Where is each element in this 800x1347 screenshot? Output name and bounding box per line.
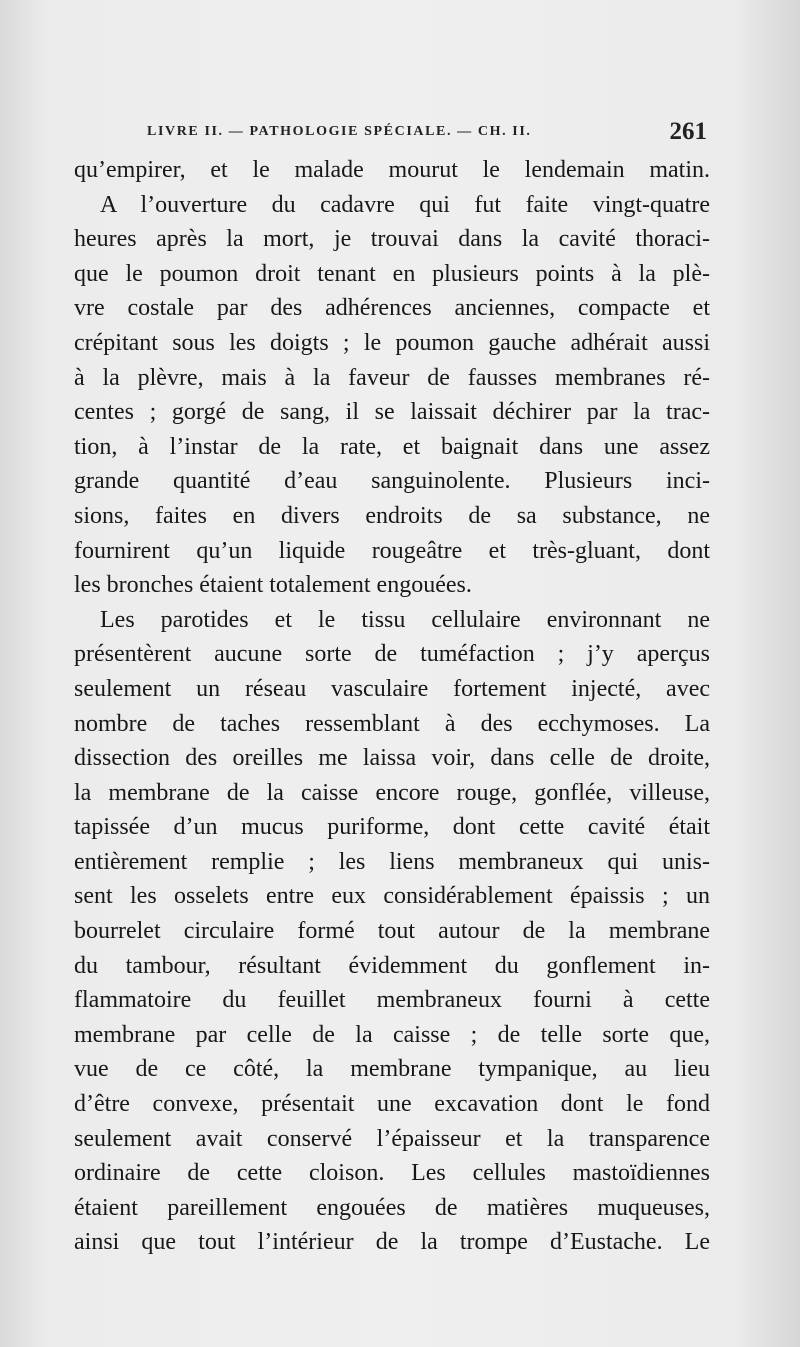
text-line: vre costale par des adhérences anciennes, compacte et <box>74 295 710 322</box>
text-line: crépitant sous les doigts ; le poumon gauche adhérait aussi <box>74 329 710 356</box>
text-line: sent les osselets entre eux considérablement épaissis ; un <box>74 883 710 910</box>
text-line: du tambour, résultant évidemment du gonflement in- <box>74 952 710 979</box>
text-line: nombre de taches ressemblant à des ecchymoses. La <box>74 710 710 737</box>
text-line: présentèrent aucune sorte de tuméfaction ; j’y aperçus <box>74 641 710 668</box>
text-line: les bronches étaient totalement engouées. <box>74 572 472 599</box>
text-line: flammatoire du feuillet membraneux fourni à cette <box>74 987 710 1014</box>
text-line: ainsi que tout l’intérieur de la trompe d’Eustache. Le <box>74 1229 710 1256</box>
text-line: ordinaire de cette cloison. Les cellules mastoïdiennes <box>74 1160 710 1187</box>
text-line: grande quantité d’eau sanguinolente. Plusieurs inci- <box>74 468 710 495</box>
text-line: bourrelet circulaire formé tout autour de la membrane <box>74 918 710 945</box>
page-number: 261 <box>669 118 707 145</box>
text-line: d’être convexe, présentait une excavation dont le fond <box>74 1091 710 1118</box>
text-line: entièrement remplie ; les liens membraneux qui unis- <box>74 848 710 875</box>
running-head: LIVRE II. — PATHOLOGIE SPÉCIALE. — CH. II. <box>147 124 532 139</box>
text-line: centes ; gorgé de sang, il se laissait déchirer par la trac- <box>74 399 710 426</box>
text-line: seulement un réseau vasculaire fortement injecté, avec <box>74 675 710 702</box>
text-line: membrane par celle de la caisse ; de telle sorte que, <box>74 1021 710 1048</box>
text-line: tapissée d’un mucus puriforme, dont cette cavité était <box>74 814 710 841</box>
text-line: qu’empirer, et le malade mourut le lendemain matin. <box>74 157 710 183</box>
page-header <box>75 118 710 146</box>
text-line: que le poumon droit tenant en plusieurs points à la plè- <box>74 260 710 287</box>
text-line: A l’ouverture du cadavre qui fut faite vingt-quatre <box>100 191 710 218</box>
text-line: vue de ce côté, la membrane tympanique, au lieu <box>74 1056 710 1083</box>
text-line: étaient pareillement engouées de matières muqueuses, <box>74 1194 710 1221</box>
text-line: tion, à l’instar de la rate, et baignait dans une assez <box>74 433 710 460</box>
text-line: seulement avait conservé l’épaisseur et la transparence <box>74 1125 710 1152</box>
text-line: dissection des oreilles me laissa voir, dans celle de droite, <box>74 745 710 772</box>
text-line: heures après la mort, je trouvai dans la cavité thoraci- <box>74 226 710 253</box>
body-text <box>74 153 710 1260</box>
text-line: sions, faites en divers endroits de sa substance, ne <box>74 502 710 529</box>
text-line: à la plèvre, mais à la faveur de fausses membranes ré- <box>74 364 710 391</box>
text-line: fournirent qu’un liquide rougeâtre et très-gluant, dont <box>74 537 710 564</box>
text-line: Les parotides et le tissu cellulaire environnant ne <box>100 606 710 633</box>
text-line: la membrane de la caisse encore rouge, gonflée, villeuse, <box>74 779 710 806</box>
